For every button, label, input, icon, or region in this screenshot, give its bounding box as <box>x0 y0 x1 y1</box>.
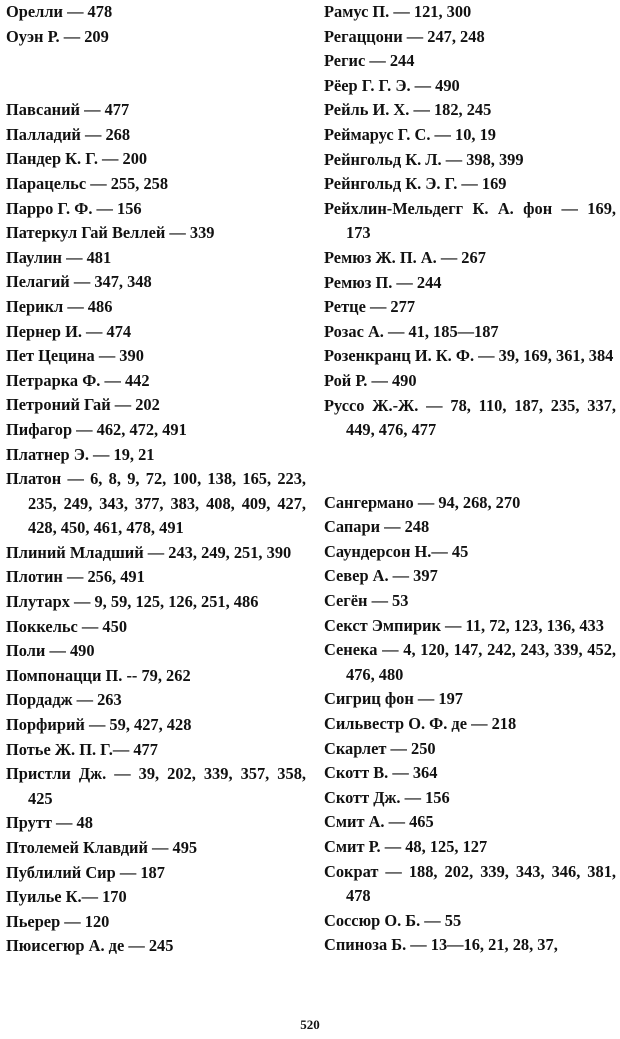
index-entry: Порфирий — 59, 427, 428 <box>6 715 192 735</box>
index-entry: Саундерсон Н.— 45 <box>324 541 469 561</box>
index-entry: Ремюз Ж. П. А. — 267 <box>324 247 486 267</box>
index-entry: Поккельс — 450 <box>6 616 128 636</box>
index-entry: Секст Эмпирик — 11, 72, 123, 136, 433 <box>324 615 604 635</box>
index-entry: Ретце — 277 <box>324 297 416 317</box>
index-entry: Рейнгольд К. Л. — 398, 399 <box>324 149 524 169</box>
index-entry: Розенкранц И. К. Ф. — 39, 169, 361, 384 <box>324 346 614 366</box>
letter-gap <box>324 443 616 491</box>
index-group-r <box>324 0 616 443</box>
index-entry: Оуэн Р. — 209 <box>6 26 109 46</box>
index-entry: Смит Р. — 48, 125, 127 <box>324 837 488 856</box>
index-entry: Потье Ж. П. Г.— 477 <box>6 739 158 759</box>
index-entry: Плутарх — 9, 59, 125, 126, 251, 486 <box>6 592 259 612</box>
index-entry: Поли — 490 <box>6 641 95 661</box>
index-entry: Птолемей Клавдий — 495 <box>6 838 198 857</box>
index-entry: Сократ — 188, 202, 339, 343, 346, 381, 478 <box>324 861 616 906</box>
index-entry: Соссюр О. Б. — 55 <box>324 910 462 930</box>
index-entry: Сенека — 4, 120, 147, 242, 243, 339, 452, 476, 480 <box>324 640 616 684</box>
index-entry: Петрарка Ф. — 442 <box>6 370 150 390</box>
index-entry: Пет Цецина — 390 <box>6 346 144 366</box>
index-entry: Спиноза Б. — 13—16, 21, 28, 37, <box>324 935 558 955</box>
index-entry: Парацельс — 255, 258 <box>6 173 169 193</box>
index-entry: Павсаний — 477 <box>6 100 130 120</box>
index-group-s <box>324 491 616 958</box>
index-entry: Паулин — 481 <box>6 247 112 267</box>
index-entry: Пандер К. Г. — 200 <box>6 149 148 169</box>
index-entry: Платнер Э. — 19, 21 <box>6 444 155 464</box>
index-entry: Палладий — 268 <box>6 124 131 144</box>
index-entry: Плотин — 256, 491 <box>6 567 145 587</box>
index-entry: Пифагор — 462, 472, 491 <box>6 419 187 439</box>
index-entry: Рейнгольд К. Э. Г. — 169 <box>324 174 507 194</box>
index-entry: Пордадж — 263 <box>6 690 122 710</box>
index-entry: Розас А. — 41, 185—187 <box>324 321 499 341</box>
index-entry: Сангермано — 94, 268, 270 <box>324 492 521 512</box>
index-entry: Перикл — 486 <box>6 296 113 316</box>
index-entry: Пьерер — 120 <box>6 911 110 931</box>
index-column-right <box>324 0 616 958</box>
index-entry: Рейль И. Х. — 182, 245 <box>324 100 492 120</box>
index-entry: Парро Г. Ф. — 156 <box>6 198 142 218</box>
index-entry: Рой Р. — 490 <box>324 370 417 390</box>
index-entry: Плиний Младший — 243, 249, 251, 390 <box>6 542 292 562</box>
index-entry: Скотт Дж. — 156 <box>324 787 450 807</box>
index-entry: Орелли — 478 <box>6 2 113 21</box>
index-entry: Патеркул Гай Веллей — 339 <box>6 223 215 243</box>
index-entry: Рёер Г. Г. Э. — 490 <box>324 75 460 95</box>
index-group-o <box>6 0 306 49</box>
index-entry: Смит А. — 465 <box>324 812 434 832</box>
index-entry: Пюисегюр А. де — 245 <box>6 936 174 956</box>
index-entry: Скотт В. — 364 <box>324 763 438 783</box>
index-entry: Ремюз П. — 244 <box>324 272 442 292</box>
index-entry: Скарлет — 250 <box>324 738 436 758</box>
index-entry: Рейхлин-Мельдегг К. А. фон — 169, 173 <box>324 198 616 243</box>
index-entry: Прутт — 48 <box>6 813 93 833</box>
index-entry: Север А. — 397 <box>324 566 438 586</box>
index-entry: Реймарус Г. С. — 10, 19 <box>324 124 496 144</box>
index-entry: Рамус П. — 121, 300 <box>324 2 472 21</box>
page-number: 520 <box>300 1017 320 1032</box>
index-group-p <box>6 98 306 959</box>
index-column-left <box>6 0 306 959</box>
letter-gap <box>6 49 306 98</box>
index-entry: Платон — 6, 8, 9, 72, 100, 138, 165, 223, 235, 249, 343, 377, 383, 408, 409, 427, 428, 450, 461, 478, 491 <box>6 469 306 538</box>
index-entry: Сапари — 248 <box>324 517 430 537</box>
index-entry: Сильвестр О. Ф. де — 218 <box>324 714 517 734</box>
index-entry: Пелагий — 347, 348 <box>6 272 152 292</box>
index-entry: Регаццони — 247, 248 <box>324 26 485 46</box>
index-entry: Петроний Гай — 202 <box>6 395 160 415</box>
index-entry: Публилий Сир — 187 <box>6 862 165 882</box>
index-entry: Пристли Дж. — 39, 202, 339, 357, 358, 425 <box>6 764 306 808</box>
index-entry: Пуилье К.— 170 <box>6 887 127 907</box>
index-entry: Сигриц фон — 197 <box>324 689 463 709</box>
index-entry: Помпонацци П. -- 79, 262 <box>6 665 191 685</box>
index-entry: Руссо Ж.-Ж. — 78, 110, 187, 235, 337, 449, 476, 477 <box>324 395 616 440</box>
index-entry: Пернер И. — 474 <box>6 321 132 341</box>
index-entry: Сегён — 53 <box>324 591 409 611</box>
index-entry: Регис — 244 <box>324 51 415 71</box>
